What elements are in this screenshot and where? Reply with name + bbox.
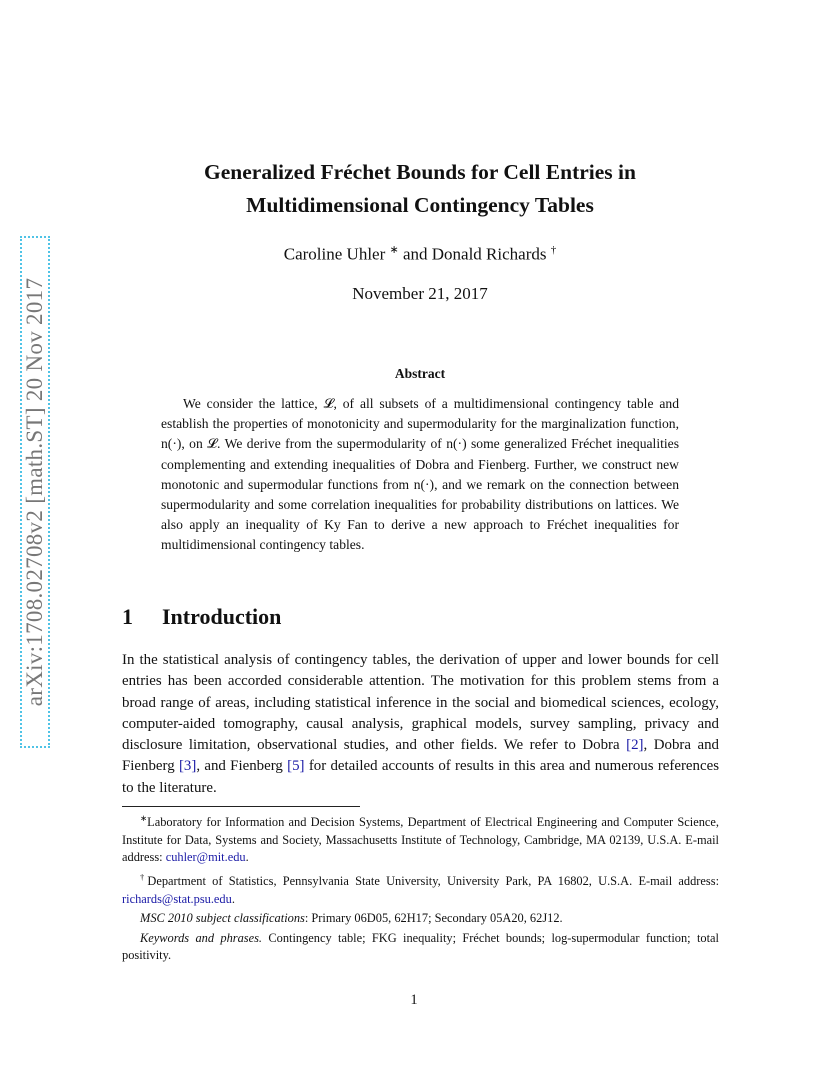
paper-title	[120, 156, 720, 222]
email-link[interactable]: richards@stat.psu.edu	[122, 891, 232, 906]
msc-text: : Primary 06D05, 62H17; Secondary 05A20, 62J12.	[304, 911, 563, 926]
abstract-text	[161, 394, 679, 556]
author-name: Caroline Uhler	[283, 244, 386, 264]
citation-link[interactable]: [3]	[178, 758, 197, 775]
intro-text: , Dobra and Fienberg	[122, 737, 719, 775]
intro-text: , and Fienberg	[196, 758, 288, 775]
footnote-2	[122, 869, 719, 908]
keywords-label: Keywords and phrases.	[140, 930, 263, 945]
section-heading	[122, 604, 281, 630]
author-conjunction: and	[402, 244, 428, 264]
author-list	[120, 243, 720, 265]
footnotes	[122, 810, 719, 967]
citation-link[interactable]: [2]	[626, 737, 644, 754]
email-link[interactable]: cuhler@mit.edu	[165, 850, 246, 865]
footnote-text: Department of Statistics, Pennsylvania State University, University Park, PA 16802, U.S.A. E-mail address:	[147, 874, 720, 889]
section-title: Introduction	[162, 604, 282, 629]
title-line-2: Multidimensional Contingency Tables	[246, 193, 594, 217]
intro-text: for detailed accounts of results in this area and numerous references to the literature.	[122, 758, 719, 796]
citation-link[interactable]: [5]	[287, 758, 305, 775]
footnote-mark: †	[140, 871, 148, 882]
msc-label: MSC 2010 subject classifications	[140, 911, 305, 926]
footnote-1	[122, 810, 719, 867]
abstract-heading: Abstract	[394, 366, 446, 381]
footnote-mark: ∗	[389, 244, 399, 256]
title-line-1: Generalized Fréchet Bounds for Cell Entries in	[204, 160, 636, 184]
author-name: Donald Richards	[431, 244, 547, 264]
footnote-end: .	[231, 891, 235, 906]
footnote-mark: ∗	[140, 813, 148, 823]
publication-date: November 21, 2017	[352, 284, 488, 303]
page-number: 1	[410, 992, 418, 1008]
arxiv-identifier: arXiv:1708.02708v2 [math.ST] 20 Nov 2017	[22, 277, 47, 707]
keywords	[122, 930, 719, 965]
footnote-text: Laboratory for Information and Decision Systems, Department of Electrical Engineering and Computer Science, Institute for Data, Systems and Society, Massachusetts Institute of Technology, Cambridge, MA 02139, U.S.A. E-mail address:	[122, 815, 719, 865]
abstract-paragraph: We consider the lattice, 𝓛, of all subsets of a multidimensional contingency table and establish the properties of monotonicity and supermodularity for the marginalization function, n(·), on 𝓛. We derive from the supermodularity of n(·) some generalized Fréchet inequalities complementing and extending inequalities of Dobra and Fienberg. Further, we construct new monotonic and supermodular functions from n(·), and we remark on the connection between supermodularity and some correlation inequalities for probability distributions on lattices. We also apply an inequality of Ky Fan to derive a new approach to Fréchet inequalities for multidimensional contingency tables.	[161, 396, 679, 553]
intro-paragraph	[122, 650, 719, 799]
footnote-divider	[122, 806, 360, 807]
footnote-mark: †	[550, 244, 557, 256]
keywords-text: Contingency table; FKG inequality; Fréchet bounds; log-supermodular function; total positivity.	[122, 930, 719, 963]
section-number: 1	[122, 604, 133, 629]
intro-text: In the statistical analysis of contingency tables, the derivation of upper and lower bounds for cell entries has been accorded considerable attention. The motivation for this problem stems from a broad range of areas, including statistical inference in the social and biomedical sciences, ecology, computer-aided tomography, causal analysis, graphical models, survey sampling, privacy and disclosure limitation, observational studies, and other fields. We refer to Dobra	[122, 652, 719, 754]
footnote-end: .	[245, 850, 249, 865]
msc-classification	[122, 910, 719, 928]
